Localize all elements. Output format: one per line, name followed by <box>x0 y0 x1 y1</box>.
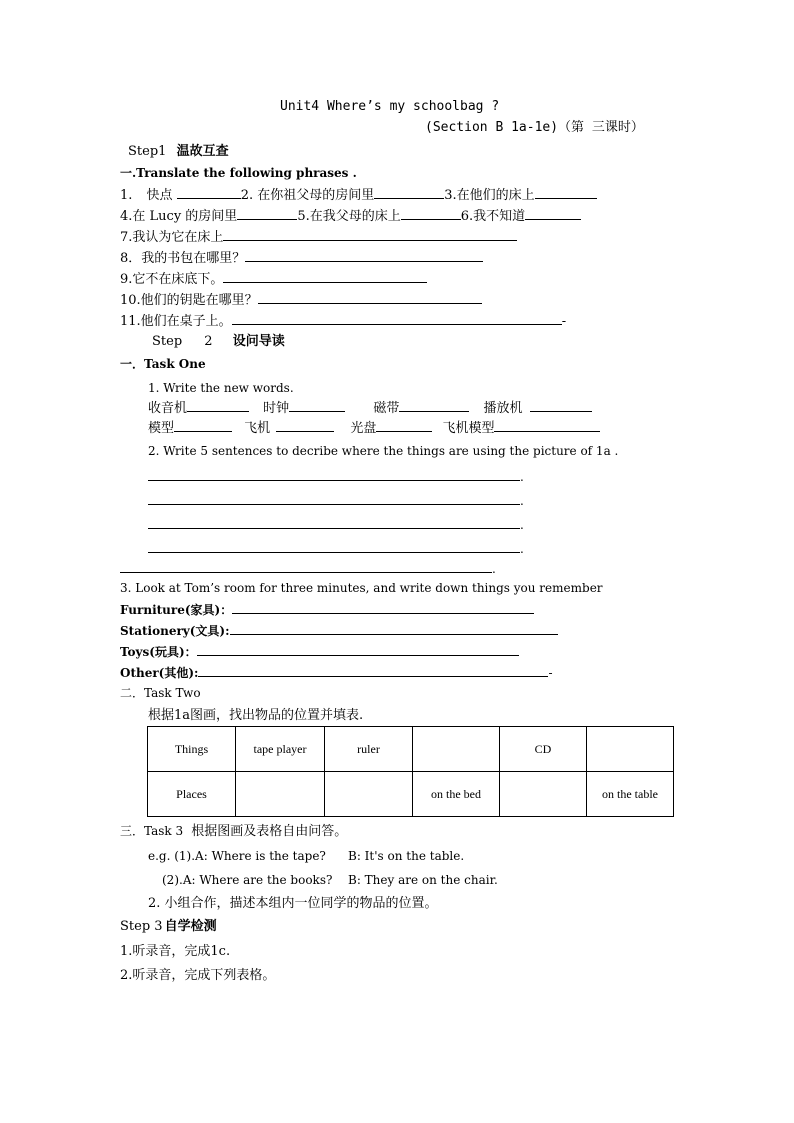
table-cell: ruler <box>325 727 413 772</box>
sentence-line-4[interactable] <box>148 552 520 553</box>
other-tail: - <box>548 666 553 680</box>
item-5-blank[interactable] <box>401 207 461 220</box>
sentence-line-5[interactable] <box>120 572 492 573</box>
sentence-line-4-dot: . <box>520 542 524 556</box>
item-8-phrase: 8．我的书包在哪里？ <box>120 251 246 266</box>
item-1-number: 1. <box>120 188 133 203</box>
toys-blank[interactable] <box>197 643 519 656</box>
sentence-line-3[interactable] <box>148 528 520 529</box>
word-plane-blank[interactable] <box>276 419 334 432</box>
translate-item-8 <box>120 249 483 267</box>
word-tape-blank[interactable] <box>399 399 469 412</box>
table-cell: on the table <box>587 772 674 817</box>
table-cell: Places <box>148 772 236 817</box>
item-1-blank[interactable] <box>177 186 241 199</box>
furniture-blank[interactable] <box>232 601 534 614</box>
item-2-blank[interactable] <box>374 186 444 199</box>
translate-item-7 <box>120 228 517 246</box>
toys-row <box>120 643 519 660</box>
write-sentences-instruction: 2. Write 5 sentences to decribe where the things are using the picture of 1a . <box>148 444 619 458</box>
word-player-blank[interactable] <box>530 399 592 412</box>
item-11-phrase: 11.他们在桌子上。 <box>120 314 232 329</box>
step3-item-2: 2.听录音，完成下列表格。 <box>120 968 276 983</box>
item-9-phrase: 9.它不在床底下。 <box>120 272 224 287</box>
item-4-blank[interactable] <box>237 207 297 220</box>
example-2-question: (2).A: Where are the books? <box>162 873 333 887</box>
item-9-blank[interactable] <box>223 270 427 283</box>
task-two-instruction: 根据1a图画，找出物品的位置并填表. <box>148 708 364 723</box>
word-clock-blank[interactable] <box>289 399 345 412</box>
item-2-phrase: 在你祖父母的房间里 <box>257 188 375 203</box>
example-1-answer: B: It's on the table. <box>348 849 465 863</box>
step3-header <box>120 919 217 935</box>
item-6-phrase: 6.我不知道 <box>460 209 526 224</box>
sentence-line-2-dot: . <box>520 494 524 508</box>
word-radio: 收音机 <box>148 401 188 416</box>
step1-label: Step1 <box>128 144 167 159</box>
stationery-blank[interactable] <box>230 622 558 635</box>
task-two-title: 二．Task Two <box>120 686 201 700</box>
table-row-places <box>148 772 674 817</box>
step3-item-1: 1.听录音，完成1c. <box>120 944 231 959</box>
words-row-1 <box>148 399 592 417</box>
task3-line <box>120 823 347 840</box>
step2-label: Step <box>152 334 183 349</box>
task3-label: 三．Task 3 <box>120 824 184 838</box>
table-cell[interactable] <box>587 727 674 772</box>
table-cell: CD <box>500 727 587 772</box>
item-2-number: 2. <box>240 188 254 203</box>
words-row-2 <box>148 419 600 437</box>
item-5-phrase: 5.在我父母的床上 <box>297 209 401 224</box>
translate-line-2 <box>120 207 581 225</box>
task-one-title: 一．Task One <box>120 357 206 371</box>
item-4-phrase: 4.在 Lucy 的房间里 <box>120 209 238 224</box>
things-places-table <box>147 726 674 817</box>
table-cell[interactable] <box>413 727 500 772</box>
word-clock: 时钟 <box>263 401 290 416</box>
sentence-line-3-dot: . <box>520 518 524 532</box>
example-1-question: e.g. (1).A: Where is the tape? <box>148 849 326 863</box>
stationery-label: Stationery(文具): <box>120 624 230 638</box>
table-cell[interactable] <box>325 772 413 817</box>
word-cd-blank[interactable] <box>376 419 432 432</box>
word-plane: 飞机 <box>244 421 271 436</box>
item-3-phrase: 在他们的床上 <box>456 188 535 203</box>
item-7-blank[interactable] <box>223 228 517 241</box>
other-blank[interactable] <box>198 664 548 677</box>
sentence-line-1-dot: . <box>520 470 524 484</box>
item-3-number: 3. <box>444 188 457 203</box>
table-cell: Things <box>148 727 236 772</box>
translate-section-title: 一.Translate the following phrases . <box>120 166 357 180</box>
task3-text: 根据图画及表格自由问答。 <box>191 824 348 839</box>
item-6-blank[interactable] <box>525 207 581 220</box>
table-row-things <box>148 727 674 772</box>
word-tape: 磁带 <box>373 401 400 416</box>
item-11-blank[interactable] <box>232 312 562 325</box>
step1-header <box>128 144 229 160</box>
word-model-blank[interactable] <box>174 419 232 432</box>
step3-label: Step 3 <box>120 919 163 934</box>
other-row <box>120 664 553 681</box>
item-7-phrase: 7.我认为它在床上 <box>120 230 224 245</box>
item-10-phrase: 10.他们的钥匙在哪里？ <box>120 293 258 308</box>
table-cell: tape player <box>236 727 325 772</box>
table-cell: on the bed <box>413 772 500 817</box>
step3-heading: 自学检测 <box>164 919 217 934</box>
step2-number: 2 <box>204 334 213 349</box>
translate-item-11 <box>120 312 566 330</box>
word-model-plane: 飞机模型 <box>442 421 495 436</box>
item-11-tail: - <box>561 314 567 329</box>
item-10-blank[interactable] <box>258 291 482 304</box>
look-at-instruction: 3. Look at Tom’s room for three minutes, and write down things you remember <box>120 581 603 595</box>
item-3-blank[interactable] <box>535 186 597 199</box>
translate-line-1 <box>120 186 597 204</box>
toys-label: Toys(玩具)： <box>120 645 197 659</box>
item-8-blank[interactable] <box>245 249 483 262</box>
step2-heading: 设问导读 <box>232 334 285 349</box>
word-player: 播放机 <box>483 401 523 416</box>
group-work-instruction: 2. 小组合作，描述本组内一位同学的物品的位置。 <box>148 896 438 911</box>
step1-heading: 温故互查 <box>176 144 229 159</box>
write-words-instruction: 1. Write the new words. <box>148 381 294 395</box>
word-model-plane-blank[interactable] <box>494 419 600 432</box>
word-model: 模型 <box>148 421 175 436</box>
page-title: Unit4 Where’s my schoolbag ? <box>280 99 500 114</box>
table-cell[interactable] <box>236 772 325 817</box>
furniture-label: Furniture(家具)： <box>120 603 233 617</box>
table-cell[interactable] <box>500 772 587 817</box>
word-radio-blank[interactable] <box>187 399 249 412</box>
example-2-answer: B: They are on the chair. <box>348 873 498 887</box>
stationery-row <box>120 622 558 639</box>
sentence-line-5-dot: . <box>492 562 496 576</box>
translate-item-10 <box>120 291 482 309</box>
item-1-phrase: 快点 <box>146 188 173 203</box>
other-label: Other(其他): <box>120 666 199 680</box>
furniture-row <box>120 601 534 618</box>
word-cd: 光盘 <box>350 421 377 436</box>
sentence-line-1[interactable] <box>148 480 520 481</box>
page-subtitle: (Section B 1a-1e)（第 三课时） <box>425 120 644 135</box>
step2-header <box>152 334 285 350</box>
translate-item-9 <box>120 270 427 288</box>
sentence-line-2[interactable] <box>148 504 520 505</box>
